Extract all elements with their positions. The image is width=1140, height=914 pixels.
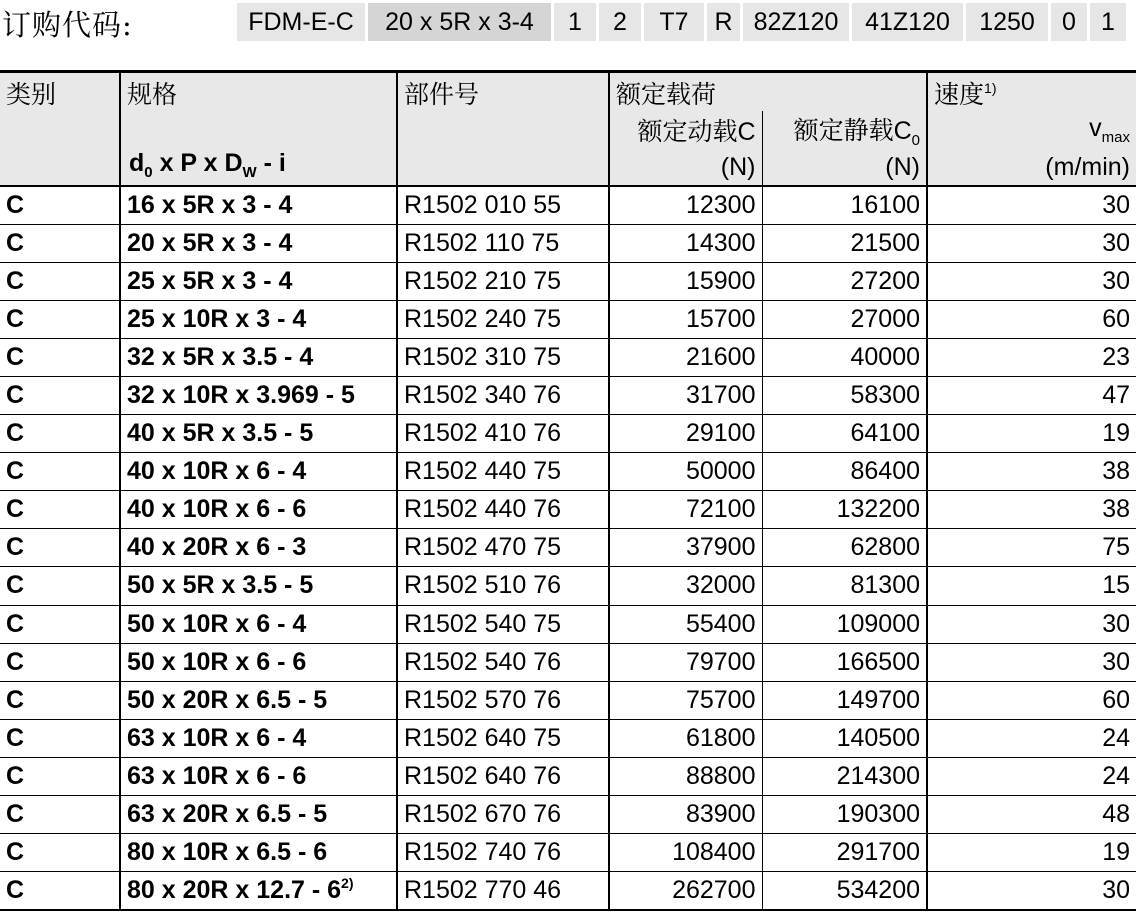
cell-category-text: C [6,609,25,638]
cell-static-load-text: 291700 [836,838,921,867]
cell-speed-text: 30 [1102,266,1131,295]
cell-static-load [762,643,927,681]
header-category: 类别 [0,72,120,187]
order-code-segment: 1 [554,3,596,41]
order-code-segment: R [707,3,740,41]
cell-part-no-text: R1502 010 55 [404,190,562,219]
cell-category-text: C [6,647,25,676]
cell-spec-text: 80 x 10R x 6.5 - 6 [127,838,328,867]
table-row [0,757,1136,795]
cell-speed-text: 19 [1102,419,1131,448]
cell-speed [927,262,1136,300]
cell-spec [120,872,397,910]
cell-part-no-text: R1502 540 76 [404,647,562,676]
cell-part-no [397,491,609,529]
cell-category-text: C [6,571,25,600]
cell-static-load [762,453,927,491]
order-code-label: 订购代码: [2,8,133,42]
cell-category [0,300,120,338]
header-speed-unit: (m/min) [927,149,1136,186]
cell-part-no-text: R1502 410 76 [404,419,562,448]
table-row [0,453,1136,491]
cell-dynamic-load-text: 15900 [685,266,756,295]
cell-spec [120,224,397,262]
cell-speed [927,300,1136,338]
cell-speed-text: 30 [1102,228,1131,257]
cell-spec-text: 32 x 5R x 3.5 - 4 [127,342,314,371]
formula-end: - i [256,149,286,177]
cell-category [0,453,120,491]
header-vmax-label: v [1089,114,1102,142]
order-code-segment: T7 [644,3,704,41]
table-row [0,529,1136,567]
order-code-segment: 2 [599,3,641,41]
cell-category-text: C [6,419,25,448]
cell-spec [120,262,397,300]
cell-spec [120,376,397,414]
cell-category-text: C [6,685,25,714]
table-header [0,72,1136,187]
cell-part-no-text: R1502 670 76 [404,800,562,829]
cell-spec-text: 50 x 20R x 6.5 - 5 [127,685,328,714]
header-dynamic-load: 额定动载C [609,111,762,149]
table-row [0,567,1136,605]
cell-static-load [762,338,927,376]
footnote-marker: 2) [341,875,354,892]
cell-spec-text: 40 x 10R x 6 - 6 [127,495,307,524]
cell-category [0,262,120,300]
cell-static-load [762,529,927,567]
cell-speed [927,491,1136,529]
cell-category [0,567,120,605]
cell-speed-text: 47 [1102,381,1131,410]
cell-part-no-text: R1502 740 76 [404,838,562,867]
cell-category-text: C [6,304,25,333]
cell-static-load [762,376,927,414]
table-row [0,376,1136,414]
formula-d-sub: 0 [144,164,153,181]
cell-part-no [397,376,609,414]
header-spec-formula [129,149,286,181]
cell-spec-text: 40 x 10R x 6 - 4 [127,457,307,486]
cell-speed-text: 30 [1102,647,1131,676]
cell-part-no [397,757,609,795]
cell-static-load-text: 149700 [836,685,921,714]
cell-part-no-text: R1502 440 76 [404,495,562,524]
cell-part-no-text: R1502 310 75 [404,342,562,371]
cell-dynamic-load [609,719,762,757]
order-code-segments [237,3,1129,41]
order-code-segment: 20 x 5R x 3-4 [368,3,551,41]
cell-spec [120,529,397,567]
table-row [0,300,1136,338]
cell-static-load-text: 21500 [850,228,921,257]
formula-w-sub: W [242,164,257,181]
table-row [0,262,1136,300]
order-code-segment: 1 [1090,3,1126,41]
cell-dynamic-load-text: 29100 [685,419,756,448]
formula-mid: x P x D [152,149,243,177]
cell-static-load-text: 132200 [836,495,921,524]
cell-spec [120,643,397,681]
cell-spec [120,415,397,453]
cell-speed [927,453,1136,491]
cell-speed-text: 38 [1102,495,1131,524]
cell-static-load-text: 58300 [850,381,921,410]
cell-category [0,796,120,834]
cell-dynamic-load [609,491,762,529]
cell-dynamic-load [609,872,762,910]
cell-speed-text: 19 [1102,838,1131,867]
cell-category-text: C [6,533,25,562]
cell-dynamic-load-text: 15700 [685,304,756,333]
header-speed [927,72,1136,112]
cell-spec-text: 20 x 5R x 3 - 4 [127,228,293,257]
cell-dynamic-load-text: 55400 [685,609,756,638]
cell-static-load [762,567,927,605]
cell-spec-text: 63 x 10R x 6 - 6 [127,761,307,790]
cell-part-no [397,300,609,338]
header-part-no: 部件号 [397,72,609,187]
cell-part-no [397,872,609,910]
cell-part-no-text: R1502 110 75 [404,228,560,257]
cell-spec [120,338,397,376]
order-code-segment: 82Z120 [743,3,849,41]
cell-category [0,757,120,795]
cell-dynamic-load-text: 88800 [685,761,756,790]
order-code-segment: 0 [1051,3,1087,41]
cell-category-text: C [6,838,25,867]
cell-category-text: C [6,457,25,486]
header-spec [120,72,397,187]
cell-static-load [762,262,927,300]
order-code-segment: 41Z120 [852,3,963,41]
cell-part-no [397,643,609,681]
order-code-row [0,0,1140,44]
cell-speed-text: 24 [1102,761,1131,790]
table-row [0,186,1136,224]
table-row [0,338,1136,376]
cell-dynamic-load-text: 31700 [685,381,756,410]
cell-spec [120,834,397,872]
table-row [0,719,1136,757]
cell-part-no [397,186,609,224]
cell-speed-text: 30 [1102,609,1131,638]
cell-dynamic-load [609,186,762,224]
cell-spec-text: 63 x 10R x 6 - 4 [127,723,307,752]
cell-speed [927,719,1136,757]
cell-part-no [397,338,609,376]
cell-part-no-text: R1502 440 75 [404,457,562,486]
cell-dynamic-load [609,529,762,567]
cell-static-load [762,681,927,719]
cell-spec-text: 25 x 10R x 3 - 4 [127,304,307,333]
cell-part-no-text: R1502 510 76 [404,571,562,600]
cell-speed [927,224,1136,262]
cell-part-no-text: R1502 340 76 [404,381,562,410]
cell-part-no [397,262,609,300]
cell-speed-text: 60 [1102,685,1131,714]
cell-spec-text: 50 x 10R x 6 - 4 [127,609,307,638]
cell-dynamic-load-text: 108400 [672,838,756,867]
cell-dynamic-load [609,567,762,605]
cell-spec-text: 32 x 10R x 3.969 - 5 [127,381,355,410]
cell-category-text: C [6,190,25,219]
cell-speed [927,567,1136,605]
cell-spec [120,719,397,757]
cell-static-load [762,757,927,795]
cell-static-load-text: 109000 [836,609,921,638]
cell-part-no-text: R1502 770 46 [404,875,562,904]
cell-speed-text: 60 [1102,304,1131,333]
cell-speed [927,834,1136,872]
cell-part-no [397,719,609,757]
cell-speed-text: 48 [1102,800,1131,829]
cell-dynamic-load-text: 75700 [685,685,756,714]
cell-dynamic-load [609,338,762,376]
cell-speed [927,872,1136,910]
cell-category [0,834,120,872]
cell-spec-text: 63 x 20R x 6.5 - 5 [127,800,328,829]
cell-dynamic-load-text: 12300 [685,190,756,219]
table-row [0,834,1136,872]
table-row [0,415,1136,453]
table-row [0,224,1136,262]
cell-static-load-text: 62800 [850,533,921,562]
cell-dynamic-load [609,453,762,491]
cell-static-load-text: 86400 [850,457,921,486]
cell-part-no-text: R1502 540 75 [404,609,562,638]
cell-dynamic-load [609,262,762,300]
cell-speed [927,605,1136,643]
cell-category [0,415,120,453]
cell-speed [927,643,1136,681]
cell-static-load-text: 140500 [836,723,921,752]
cell-static-load [762,300,927,338]
cell-static-load [762,605,927,643]
cell-static-load-text: 16100 [850,190,921,219]
cell-static-load [762,796,927,834]
cell-part-no [397,453,609,491]
header-rated-load: 额定载荷 [609,72,927,112]
cell-static-load [762,186,927,224]
table-row [0,491,1136,529]
cell-category-text: C [6,228,25,257]
cell-category [0,872,120,910]
cell-speed [927,415,1136,453]
cell-speed [927,529,1136,567]
cell-part-no [397,567,609,605]
table-body [0,186,1136,910]
table-row [0,872,1136,910]
cell-dynamic-load-text: 14300 [685,228,756,257]
cell-dynamic-load [609,796,762,834]
cell-part-no [397,796,609,834]
cell-category-text: C [6,495,25,524]
cell-part-no-text: R1502 240 75 [404,304,562,333]
cell-category [0,491,120,529]
cell-dynamic-load [609,300,762,338]
table-row [0,605,1136,643]
cell-speed [927,796,1136,834]
cell-static-load [762,719,927,757]
cell-speed-text: 30 [1102,875,1131,904]
cell-spec [120,605,397,643]
cell-spec-text: 50 x 5R x 3.5 - 5 [127,571,314,600]
spec-table [0,70,1136,911]
cell-category [0,529,120,567]
cell-spec [120,300,397,338]
header-speed-note: 1) [984,80,997,96]
cell-static-load-text: 81300 [850,571,921,600]
cell-dynamic-load-text: 32000 [685,571,756,600]
table-row [0,643,1136,681]
cell-static-load-text: 27000 [850,304,921,333]
cell-static-load-text: 166500 [836,647,921,676]
cell-static-load-text: 64100 [850,419,921,448]
cell-speed-text: 15 [1102,571,1131,600]
cell-spec [120,186,397,224]
header-dynamic-unit: (N) [609,149,762,186]
cell-dynamic-load-text: 61800 [685,723,756,752]
cell-static-load [762,834,927,872]
cell-speed-text: 38 [1102,457,1131,486]
cell-spec [120,757,397,795]
cell-dynamic-load [609,415,762,453]
header-spec-label: 规格 [127,81,178,109]
cell-part-no [397,224,609,262]
cell-category-text: C [6,800,25,829]
cell-category [0,719,120,757]
header-static-load [762,111,927,149]
cell-part-no-text: R1502 640 75 [404,723,562,752]
cell-part-no-text: R1502 470 75 [404,533,562,562]
cell-spec-text: 50 x 10R x 6 - 6 [127,647,307,676]
cell-dynamic-load [609,376,762,414]
cell-static-load-text: 534200 [836,875,921,904]
cell-speed [927,376,1136,414]
cell-category-text: C [6,723,25,752]
cell-dynamic-load-text: 72100 [685,495,756,524]
cell-category-text: C [6,381,25,410]
cell-part-no [397,415,609,453]
header-static-label: 额定静载C [793,117,912,145]
cell-dynamic-load [609,757,762,795]
cell-dynamic-load-text: 21600 [685,342,756,371]
cell-speed [927,681,1136,719]
cell-spec-text: 16 x 5R x 3 - 4 [127,190,293,219]
cell-part-no-text: R1502 210 75 [404,266,562,295]
cell-dynamic-load-text: 50000 [685,457,756,486]
cell-dynamic-load-text: 262700 [672,875,756,904]
cell-speed [927,186,1136,224]
cell-category [0,376,120,414]
cell-speed [927,757,1136,795]
header-vmax [927,111,1136,149]
header-static-unit: (N) [762,149,927,186]
order-code-segment: FDM-E-C [237,3,365,41]
cell-category-text: C [6,875,25,904]
cell-spec [120,567,397,605]
cell-spec [120,796,397,834]
header-speed-label: 速度 [934,81,985,109]
cell-dynamic-load-text: 83900 [685,800,756,829]
cell-speed-text: 23 [1102,342,1131,371]
cell-spec-text: 80 x 20R x 12.7 - 6 [127,876,342,905]
order-code-segment: 1250 [966,3,1048,41]
cell-category-text: C [6,761,25,790]
cell-static-load-text: 214300 [836,761,921,790]
cell-spec [120,453,397,491]
cell-spec [120,681,397,719]
cell-dynamic-load-text: 79700 [685,647,756,676]
cell-speed [927,338,1136,376]
header-vmax-sub: max [1101,129,1131,146]
cell-static-load-text: 27200 [850,266,921,295]
cell-speed-text: 24 [1102,723,1131,752]
cell-category [0,186,120,224]
cell-dynamic-load [609,605,762,643]
cell-part-no [397,529,609,567]
cell-category-text: C [6,342,25,371]
cell-category [0,338,120,376]
formula-d: d [129,149,145,177]
cell-static-load [762,224,927,262]
cell-part-no-text: R1502 640 76 [404,761,562,790]
cell-dynamic-load [609,224,762,262]
cell-static-load-text: 40000 [850,342,921,371]
cell-category [0,605,120,643]
cell-static-load [762,872,927,910]
cell-spec-text: 40 x 5R x 3.5 - 5 [127,419,314,448]
cell-dynamic-load [609,834,762,872]
cell-speed-text: 75 [1102,533,1131,562]
cell-dynamic-load [609,681,762,719]
cell-static-load [762,491,927,529]
cell-speed-text: 30 [1102,190,1131,219]
cell-part-no-text: R1502 570 76 [404,685,562,714]
cell-dynamic-load [609,643,762,681]
table-row [0,796,1136,834]
cell-static-load [762,415,927,453]
cell-spec-text: 25 x 5R x 3 - 4 [127,266,293,295]
cell-category [0,681,120,719]
table-row [0,681,1136,719]
cell-dynamic-load-text: 37900 [685,533,756,562]
cell-part-no [397,605,609,643]
cell-part-no [397,681,609,719]
cell-category [0,224,120,262]
cell-category-text: C [6,266,25,295]
cell-spec-text: 40 x 20R x 6 - 3 [127,533,307,562]
cell-category [0,643,120,681]
cell-part-no [397,834,609,872]
cell-spec [120,491,397,529]
header-static-sub: 0 [911,132,921,149]
cell-static-load-text: 190300 [836,800,921,829]
